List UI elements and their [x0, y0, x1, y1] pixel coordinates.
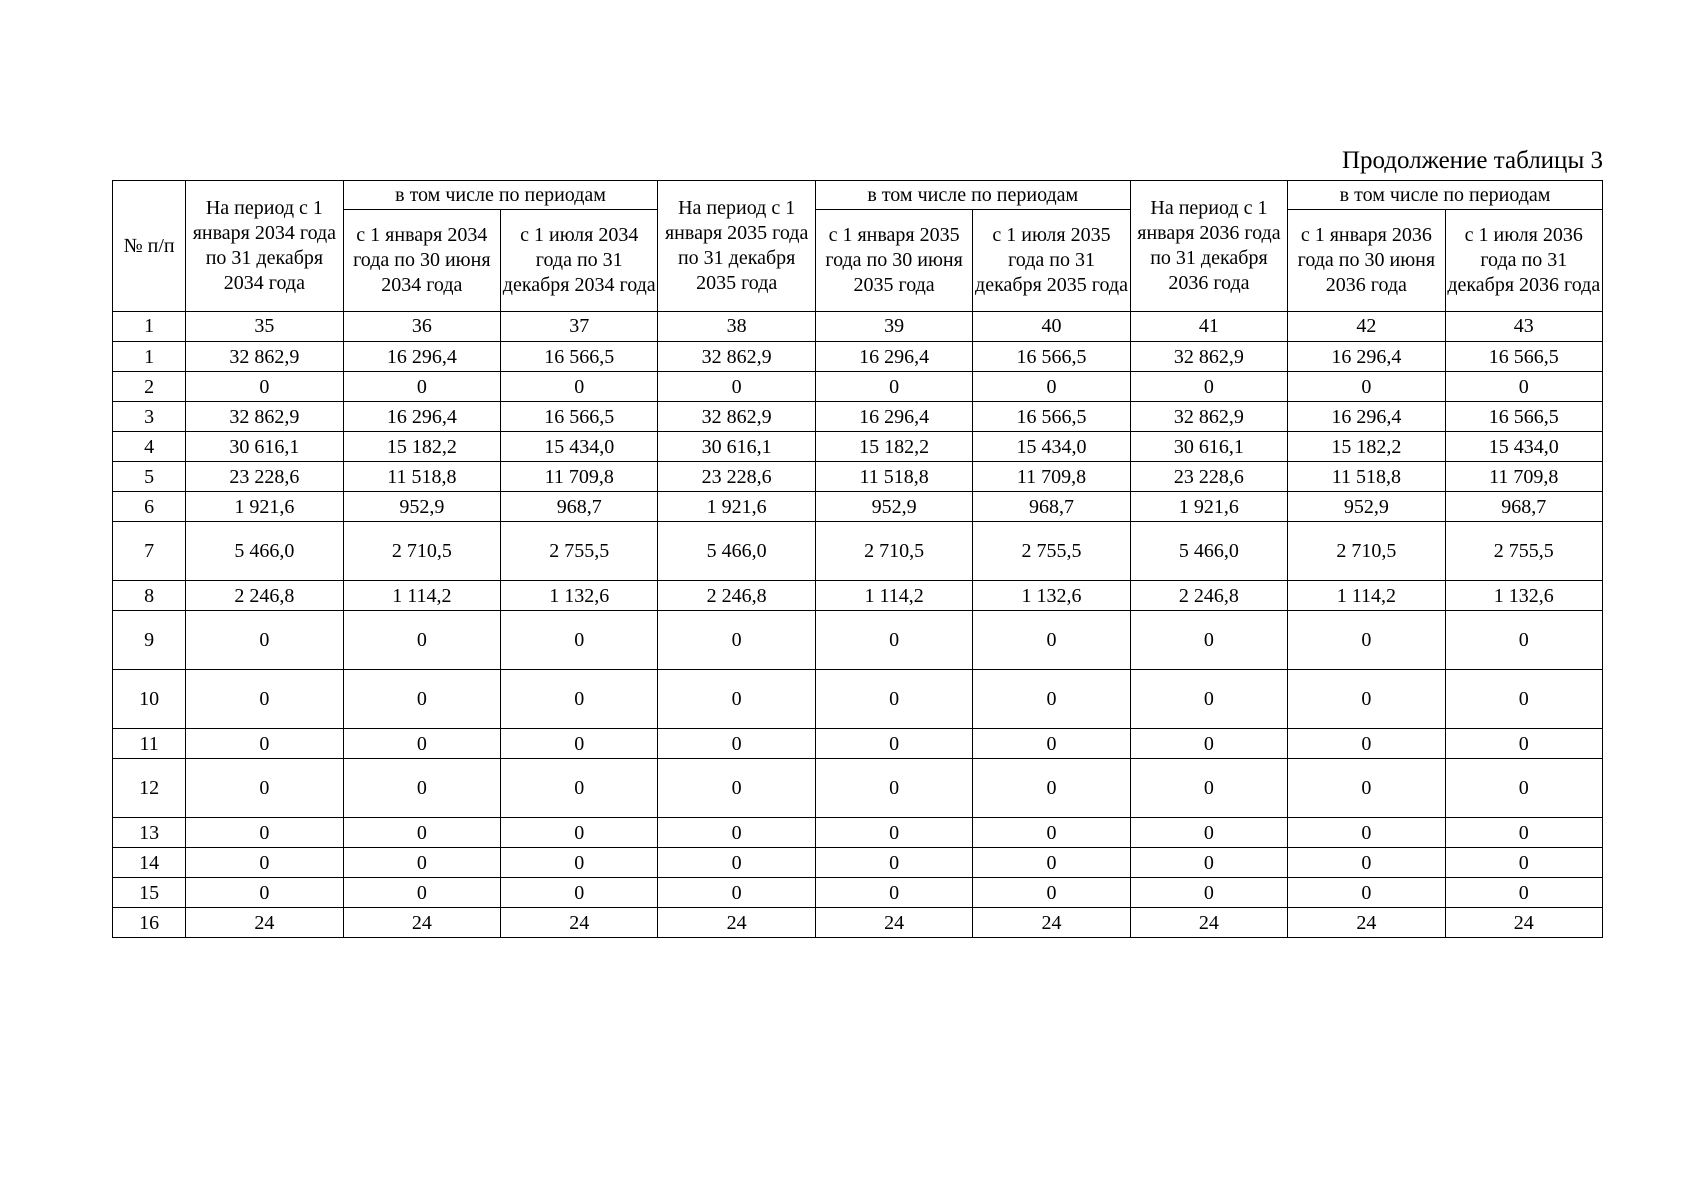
table-cell: 5 466,0	[658, 522, 815, 581]
header-first-half-2034: с 1 января 2034 года по 30 июня 2034 года	[343, 210, 500, 312]
table-cell: 32 862,9	[1130, 342, 1287, 372]
table-cell: 0	[658, 818, 815, 848]
table-cell: 0	[501, 878, 658, 908]
table-cell: 16 566,5	[501, 342, 658, 372]
table-cell: 0	[343, 848, 500, 878]
table-cell: 0	[1445, 759, 1602, 818]
table-row	[113, 462, 1603, 492]
table-cell: 0	[815, 611, 972, 670]
header-total-2036: На период с 1 января 2036 года по 31 декабря 2036 года	[1130, 181, 1287, 312]
table-cell: 952,9	[815, 492, 972, 522]
table-cell: 0	[501, 759, 658, 818]
table-cell: 23 228,6	[1130, 462, 1287, 492]
row-number-cell: 12	[113, 759, 186, 818]
table-cell: 32 862,9	[1130, 402, 1287, 432]
table-cell: 0	[815, 729, 972, 759]
table-cell: 1 114,2	[343, 581, 500, 611]
table-cell: 0	[501, 611, 658, 670]
table-cell: 0	[815, 759, 972, 818]
table-cell: 1 114,2	[815, 581, 972, 611]
table-row	[113, 908, 1603, 938]
table-cell: 0	[186, 759, 343, 818]
table-row	[113, 848, 1603, 878]
table-row	[113, 818, 1603, 848]
table-cell: 16 296,4	[343, 402, 500, 432]
header-row-top	[113, 181, 1603, 210]
table-cell: 952,9	[343, 492, 500, 522]
table-cell: 24	[501, 908, 658, 938]
table-cell: 24	[973, 908, 1130, 938]
table-cell: 0	[1130, 878, 1287, 908]
table-cell: 15 434,0	[501, 432, 658, 462]
table-cell: 16 296,4	[815, 342, 972, 372]
row-number-cell: 13	[113, 818, 186, 848]
table-cell: 2 246,8	[186, 581, 343, 611]
table-cell: 5 466,0	[186, 522, 343, 581]
table-cell: 16 296,4	[343, 342, 500, 372]
table-cell: 0	[815, 670, 972, 729]
table-cell: 0	[1288, 372, 1445, 402]
column-number: 41	[1130, 312, 1287, 342]
table-cell: 0	[1130, 372, 1287, 402]
table-cell: 0	[658, 611, 815, 670]
table-cell: 0	[815, 372, 972, 402]
table-row	[113, 342, 1603, 372]
table-cell: 16 296,4	[1288, 342, 1445, 372]
table-cell: 0	[973, 848, 1130, 878]
table-cell: 0	[343, 372, 500, 402]
table-cell: 0	[1445, 670, 1602, 729]
table-cell: 0	[658, 729, 815, 759]
table-cell: 0	[343, 729, 500, 759]
row-number-cell: 7	[113, 522, 186, 581]
table-cell: 0	[186, 818, 343, 848]
table-cell: 0	[1445, 848, 1602, 878]
table-cell: 952,9	[1288, 492, 1445, 522]
table-cell: 11 709,8	[501, 462, 658, 492]
header-num-col: № п/п	[113, 181, 186, 312]
table-cell: 0	[343, 878, 500, 908]
table-cell: 15 434,0	[1445, 432, 1602, 462]
table-cell: 24	[815, 908, 972, 938]
table-cell: 15 434,0	[973, 432, 1130, 462]
table-cell: 1 921,6	[1130, 492, 1287, 522]
table-cell: 5 466,0	[1130, 522, 1287, 581]
table-cell: 2 710,5	[1288, 522, 1445, 581]
table-row	[113, 729, 1603, 759]
table-cell: 16 566,5	[973, 402, 1130, 432]
table-cell: 1 921,6	[658, 492, 815, 522]
table-cell: 2 710,5	[343, 522, 500, 581]
table-cell: 0	[1130, 670, 1287, 729]
table-cell: 0	[1288, 670, 1445, 729]
table-cell: 0	[658, 848, 815, 878]
table-cell: 0	[973, 611, 1130, 670]
table-cell: 32 862,9	[658, 342, 815, 372]
table-cell: 0	[1288, 818, 1445, 848]
table-row	[113, 372, 1603, 402]
column-number-row	[113, 312, 1603, 342]
header-second-half-2036: с 1 июля 2036 года по 31 декабря 2036 года	[1445, 210, 1602, 312]
table-cell: 0	[501, 818, 658, 848]
table-cell: 0	[1288, 759, 1445, 818]
table-cell: 0	[343, 759, 500, 818]
header-subperiods-2034: в том числе по периодам	[343, 181, 658, 210]
table-cell: 0	[658, 759, 815, 818]
table-cell: 11 709,8	[1445, 462, 1602, 492]
row-number-cell: 3	[113, 402, 186, 432]
table-cell: 2 755,5	[501, 522, 658, 581]
table-cell: 16 566,5	[973, 342, 1130, 372]
table-cell: 0	[1445, 818, 1602, 848]
table-row	[113, 492, 1603, 522]
table-row	[113, 522, 1603, 581]
row-number-cell: 14	[113, 848, 186, 878]
table-cell: 0	[343, 670, 500, 729]
row-number-cell: 10	[113, 670, 186, 729]
row-number-cell: 15	[113, 878, 186, 908]
table-cell: 11 518,8	[343, 462, 500, 492]
column-number: 36	[343, 312, 500, 342]
table-cell: 23 228,6	[658, 462, 815, 492]
table-cell: 1 132,6	[1445, 581, 1602, 611]
table-cell: 0	[501, 848, 658, 878]
table-cell: 32 862,9	[658, 402, 815, 432]
header-total-2035: На период с 1 января 2035 года по 31 декабря 2035 года	[658, 181, 815, 312]
table-cell: 1 132,6	[501, 581, 658, 611]
table-cell: 16 566,5	[501, 402, 658, 432]
column-number: 40	[973, 312, 1130, 342]
row-number-cell: 16	[113, 908, 186, 938]
header-first-half-2036: с 1 января 2036 года по 30 июня 2036 года	[1288, 210, 1445, 312]
table-cell: 0	[1130, 818, 1287, 848]
column-number: 39	[815, 312, 972, 342]
table-cell: 24	[186, 908, 343, 938]
table-cell: 11 709,8	[973, 462, 1130, 492]
table-cell: 16 296,4	[1288, 402, 1445, 432]
table-cell: 0	[501, 372, 658, 402]
table-caption: Продолжение таблицы 3	[1341, 147, 1603, 174]
data-table	[112, 180, 1603, 938]
table-row	[113, 611, 1603, 670]
table-cell: 0	[1288, 878, 1445, 908]
table-cell: 2 755,5	[973, 522, 1130, 581]
table-row	[113, 402, 1603, 432]
table-cell: 0	[343, 818, 500, 848]
table-cell: 0	[973, 670, 1130, 729]
table-cell: 0	[343, 611, 500, 670]
table-cell: 0	[186, 878, 343, 908]
header-second-half-2034: с 1 июля 2034 года по 31 декабря 2034 года	[501, 210, 658, 312]
row-number-cell: 11	[113, 729, 186, 759]
table-cell: 24	[343, 908, 500, 938]
table-cell: 2 710,5	[815, 522, 972, 581]
table-cell: 24	[1445, 908, 1602, 938]
header-second-half-2035: с 1 июля 2035 года по 31 декабря 2035 года	[973, 210, 1130, 312]
row-number-cell: 6	[113, 492, 186, 522]
table-row	[113, 670, 1603, 729]
table-cell: 2 755,5	[1445, 522, 1602, 581]
table-cell: 0	[1288, 848, 1445, 878]
column-number: 42	[1288, 312, 1445, 342]
table-row	[113, 759, 1603, 818]
table-cell: 15 182,2	[1288, 432, 1445, 462]
table-row	[113, 581, 1603, 611]
table-cell: 24	[1288, 908, 1445, 938]
table-cell: 0	[658, 372, 815, 402]
table-cell: 0	[973, 372, 1130, 402]
table-cell: 16 566,5	[1445, 342, 1602, 372]
table-cell: 0	[501, 670, 658, 729]
header-subperiods-2036: в том числе по периодам	[1288, 181, 1603, 210]
table-cell: 0	[186, 848, 343, 878]
table-cell: 0	[1445, 729, 1602, 759]
table-cell: 0	[1445, 878, 1602, 908]
header-first-half-2035: с 1 января 2035 года по 30 июня 2035 года	[815, 210, 972, 312]
table-cell: 24	[1130, 908, 1287, 938]
table-row	[113, 432, 1603, 462]
table-cell: 0	[973, 759, 1130, 818]
table-cell: 23 228,6	[186, 462, 343, 492]
table-body	[113, 342, 1603, 938]
column-number: 1	[113, 312, 186, 342]
table-cell: 0	[186, 372, 343, 402]
table-cell: 15 182,2	[343, 432, 500, 462]
row-number-cell: 1	[113, 342, 186, 372]
table-cell: 0	[1130, 848, 1287, 878]
header-subperiods-2035: в том числе по периодам	[815, 181, 1130, 210]
table-cell: 0	[501, 729, 658, 759]
table-cell: 15 182,2	[815, 432, 972, 462]
table-cell: 0	[1130, 729, 1287, 759]
table-row	[113, 878, 1603, 908]
row-number-cell: 5	[113, 462, 186, 492]
table-cell: 0	[658, 670, 815, 729]
table-cell: 1 114,2	[1288, 581, 1445, 611]
column-number: 35	[186, 312, 343, 342]
table-cell: 0	[186, 670, 343, 729]
table-cell: 968,7	[1445, 492, 1602, 522]
table-cell: 11 518,8	[1288, 462, 1445, 492]
table-cell: 24	[658, 908, 815, 938]
table-cell: 0	[1288, 729, 1445, 759]
table-cell: 16 566,5	[1445, 402, 1602, 432]
table-cell: 0	[1288, 611, 1445, 670]
table-cell: 0	[815, 848, 972, 878]
table-cell: 2 246,8	[1130, 581, 1287, 611]
table-cell: 968,7	[501, 492, 658, 522]
row-number-cell: 4	[113, 432, 186, 462]
table-cell: 0	[973, 729, 1130, 759]
table-cell: 0	[1445, 611, 1602, 670]
table-cell: 1 132,6	[973, 581, 1130, 611]
table-cell: 1 921,6	[186, 492, 343, 522]
header-total-2034: На период с 1 января 2034 года по 31 декабря 2034 года	[186, 181, 343, 312]
row-number-cell: 8	[113, 581, 186, 611]
table-cell: 30 616,1	[1130, 432, 1287, 462]
table-cell: 32 862,9	[186, 342, 343, 372]
row-number-cell: 2	[113, 372, 186, 402]
column-number: 37	[501, 312, 658, 342]
table-cell: 0	[815, 818, 972, 848]
table-cell: 0	[1130, 611, 1287, 670]
column-number: 43	[1445, 312, 1602, 342]
table-cell: 0	[1445, 372, 1602, 402]
table-cell: 30 616,1	[186, 432, 343, 462]
row-number-cell: 9	[113, 611, 186, 670]
table-cell: 2 246,8	[658, 581, 815, 611]
table-cell: 0	[186, 729, 343, 759]
table-cell: 0	[658, 878, 815, 908]
column-number: 38	[658, 312, 815, 342]
table-cell: 0	[1130, 759, 1287, 818]
table-cell: 11 518,8	[815, 462, 972, 492]
table-cell: 0	[186, 611, 343, 670]
table-cell: 16 296,4	[815, 402, 972, 432]
table-cell: 30 616,1	[658, 432, 815, 462]
table-cell: 0	[973, 818, 1130, 848]
table-cell: 0	[973, 878, 1130, 908]
table-cell: 0	[815, 878, 972, 908]
table-cell: 968,7	[973, 492, 1130, 522]
table-cell: 32 862,9	[186, 402, 343, 432]
